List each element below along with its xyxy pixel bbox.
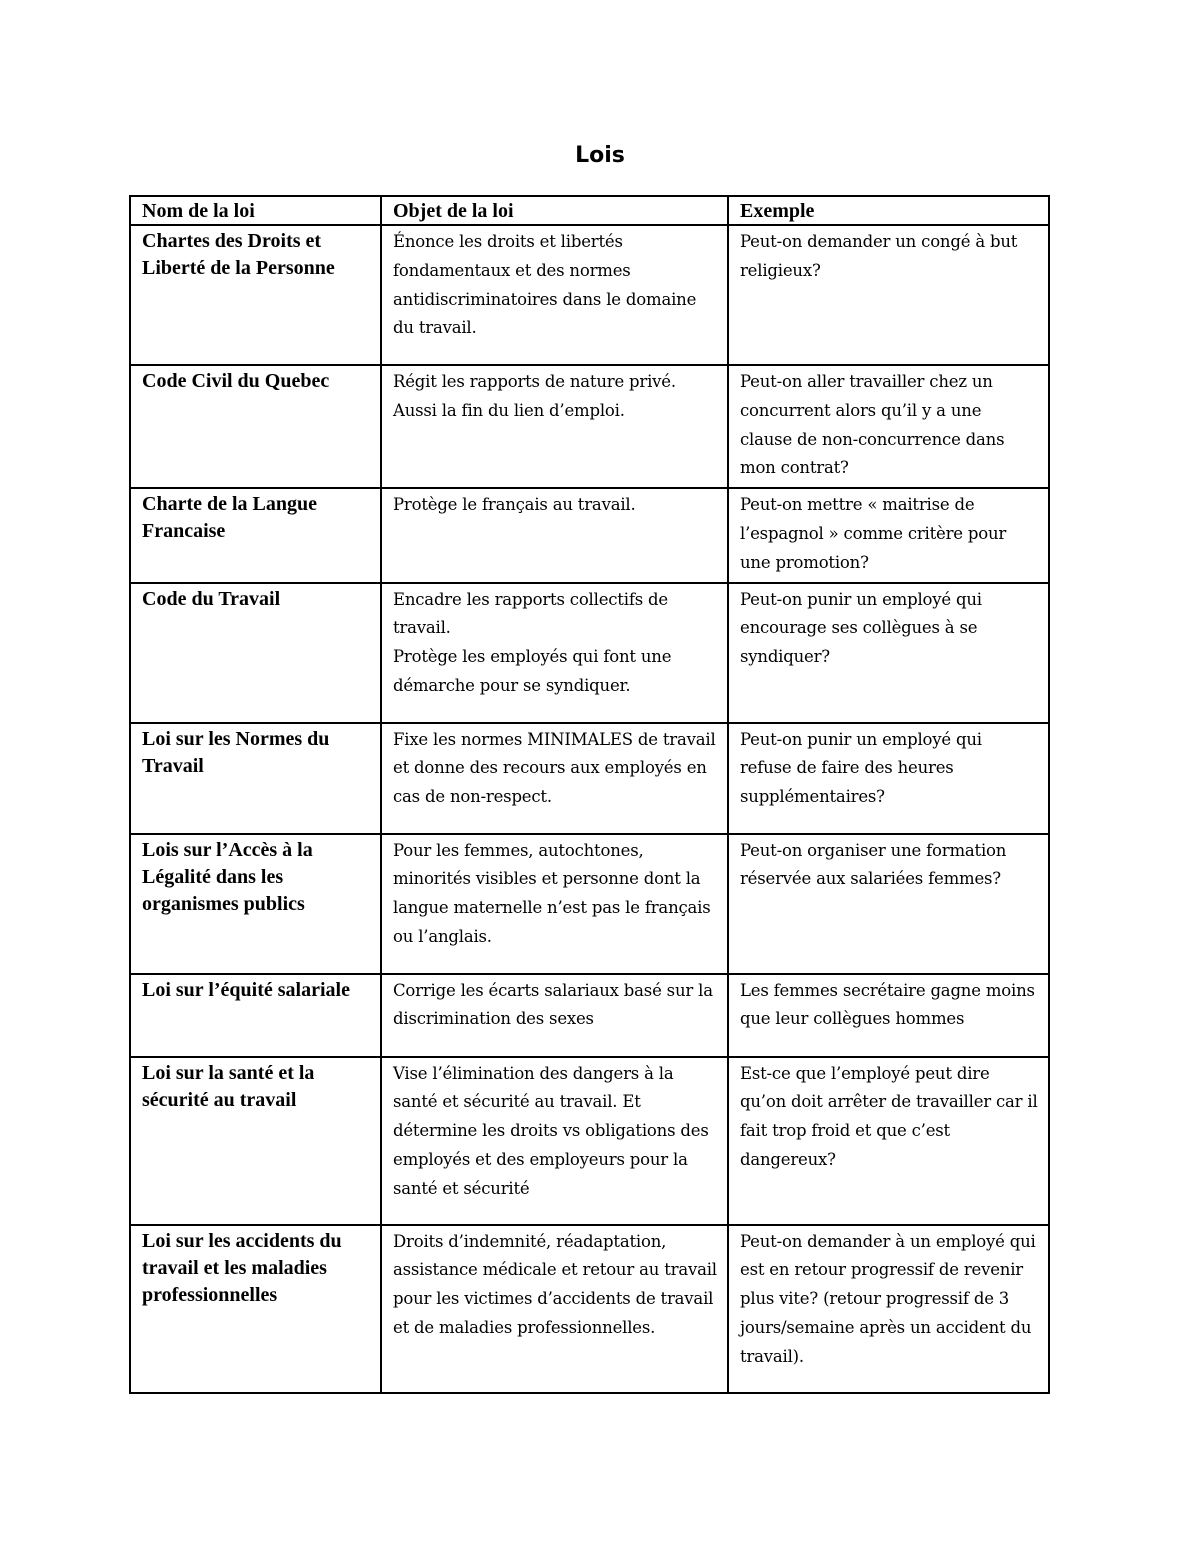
law-name-cell: Code du Travail [130,583,381,723]
law-name-cell: Chartes des Droits et Liberté de la Personne [130,225,381,365]
table-row [130,834,1049,974]
law-example-cell: Peut-on demander un congé à but religieux? [728,225,1049,365]
law-object-cell: Régit les rapports de nature privé. Aussi la fin du lien d’emploi. [381,365,728,488]
law-name-cell: Charte de la Langue Francaise [130,488,381,582]
page-title: Lois [575,143,625,168]
table-row [130,488,1049,582]
law-example-cell: Les femmes secrétaire gagne moins que leur collègues hommes [728,974,1049,1057]
law-object-cell: Droits d’indemnité, réadaptation, assistance médicale et retour au travail pour les victimes d’accidents de travail et de maladies professionnelles. [381,1225,728,1393]
law-example-cell: Peut-on mettre « maitrise de l’espagnol » comme critère pour une promotion? [728,488,1049,582]
law-object-cell: Encadre les rapports collectifs de travail. Protège les employés qui font une démarche pour se syndiquer. [381,583,728,723]
law-name-cell: Loi sur l’équité salariale [130,974,381,1057]
laws-table [129,195,1050,1394]
law-name-cell: Lois sur l’Accès à la Légalité dans les organismes publics [130,834,381,974]
law-object-cell: Vise l’élimination des dangers à la santé et sécurité au travail. Et détermine les droits vs obligations des employés et des employeurs pour la santé et sécurité [381,1057,728,1225]
header-law-object: Objet de la loi [381,196,728,225]
table-row [130,365,1049,488]
table-row [130,723,1049,834]
law-object-cell: Protège le français au travail. [381,488,728,582]
header-law-name: Nom de la loi [130,196,381,225]
law-example-cell: Peut-on organiser une formation réservée aux salariées femmes? [728,834,1049,974]
law-example-cell: Peut-on demander à un employé qui est en retour progressif de revenir plus vite? (retour progressif de 3 jours/semaine après un accident du travail). [728,1225,1049,1393]
law-name-cell: Loi sur les Normes du Travail [130,723,381,834]
law-name-cell: Loi sur les accidents du travail et les maladies professionnelles [130,1225,381,1393]
law-example-cell: Peut-on punir un employé qui refuse de faire des heures supplémentaires? [728,723,1049,834]
law-name-cell: Loi sur la santé et la sécurité au travail [130,1057,381,1225]
table-row [130,974,1049,1057]
law-object-cell: Fixe les normes MINIMALES de travail et donne des recours aux employés en cas de non-respect. [381,723,728,834]
header-example: Exemple [728,196,1049,225]
table-row [130,1057,1049,1225]
law-name-cell: Code Civil du Quebec [130,365,381,488]
table-row [130,583,1049,723]
table-header-row [130,196,1049,225]
law-object-cell: Énonce les droits et libertés fondamentaux et des normes antidiscriminatoires dans le domaine du travail. [381,225,728,365]
table-row [130,1225,1049,1393]
law-example-cell: Peut-on aller travailler chez un concurrent alors qu’il y a une clause de non-concurrence dans mon contrat? [728,365,1049,488]
law-object-cell: Pour les femmes, autochtones, minorités visibles et personne dont la langue maternelle n’est pas le français ou l’anglais. [381,834,728,974]
law-example-cell: Est-ce que l’employé peut dire qu’on doit arrêter de travailler car il fait trop froid et que c’est dangereux? [728,1057,1049,1225]
law-example-cell: Peut-on punir un employé qui encourage ses collègues à se syndiquer? [728,583,1049,723]
law-object-cell: Corrige les écarts salariaux basé sur la discrimination des sexes [381,974,728,1057]
table-row [130,225,1049,365]
